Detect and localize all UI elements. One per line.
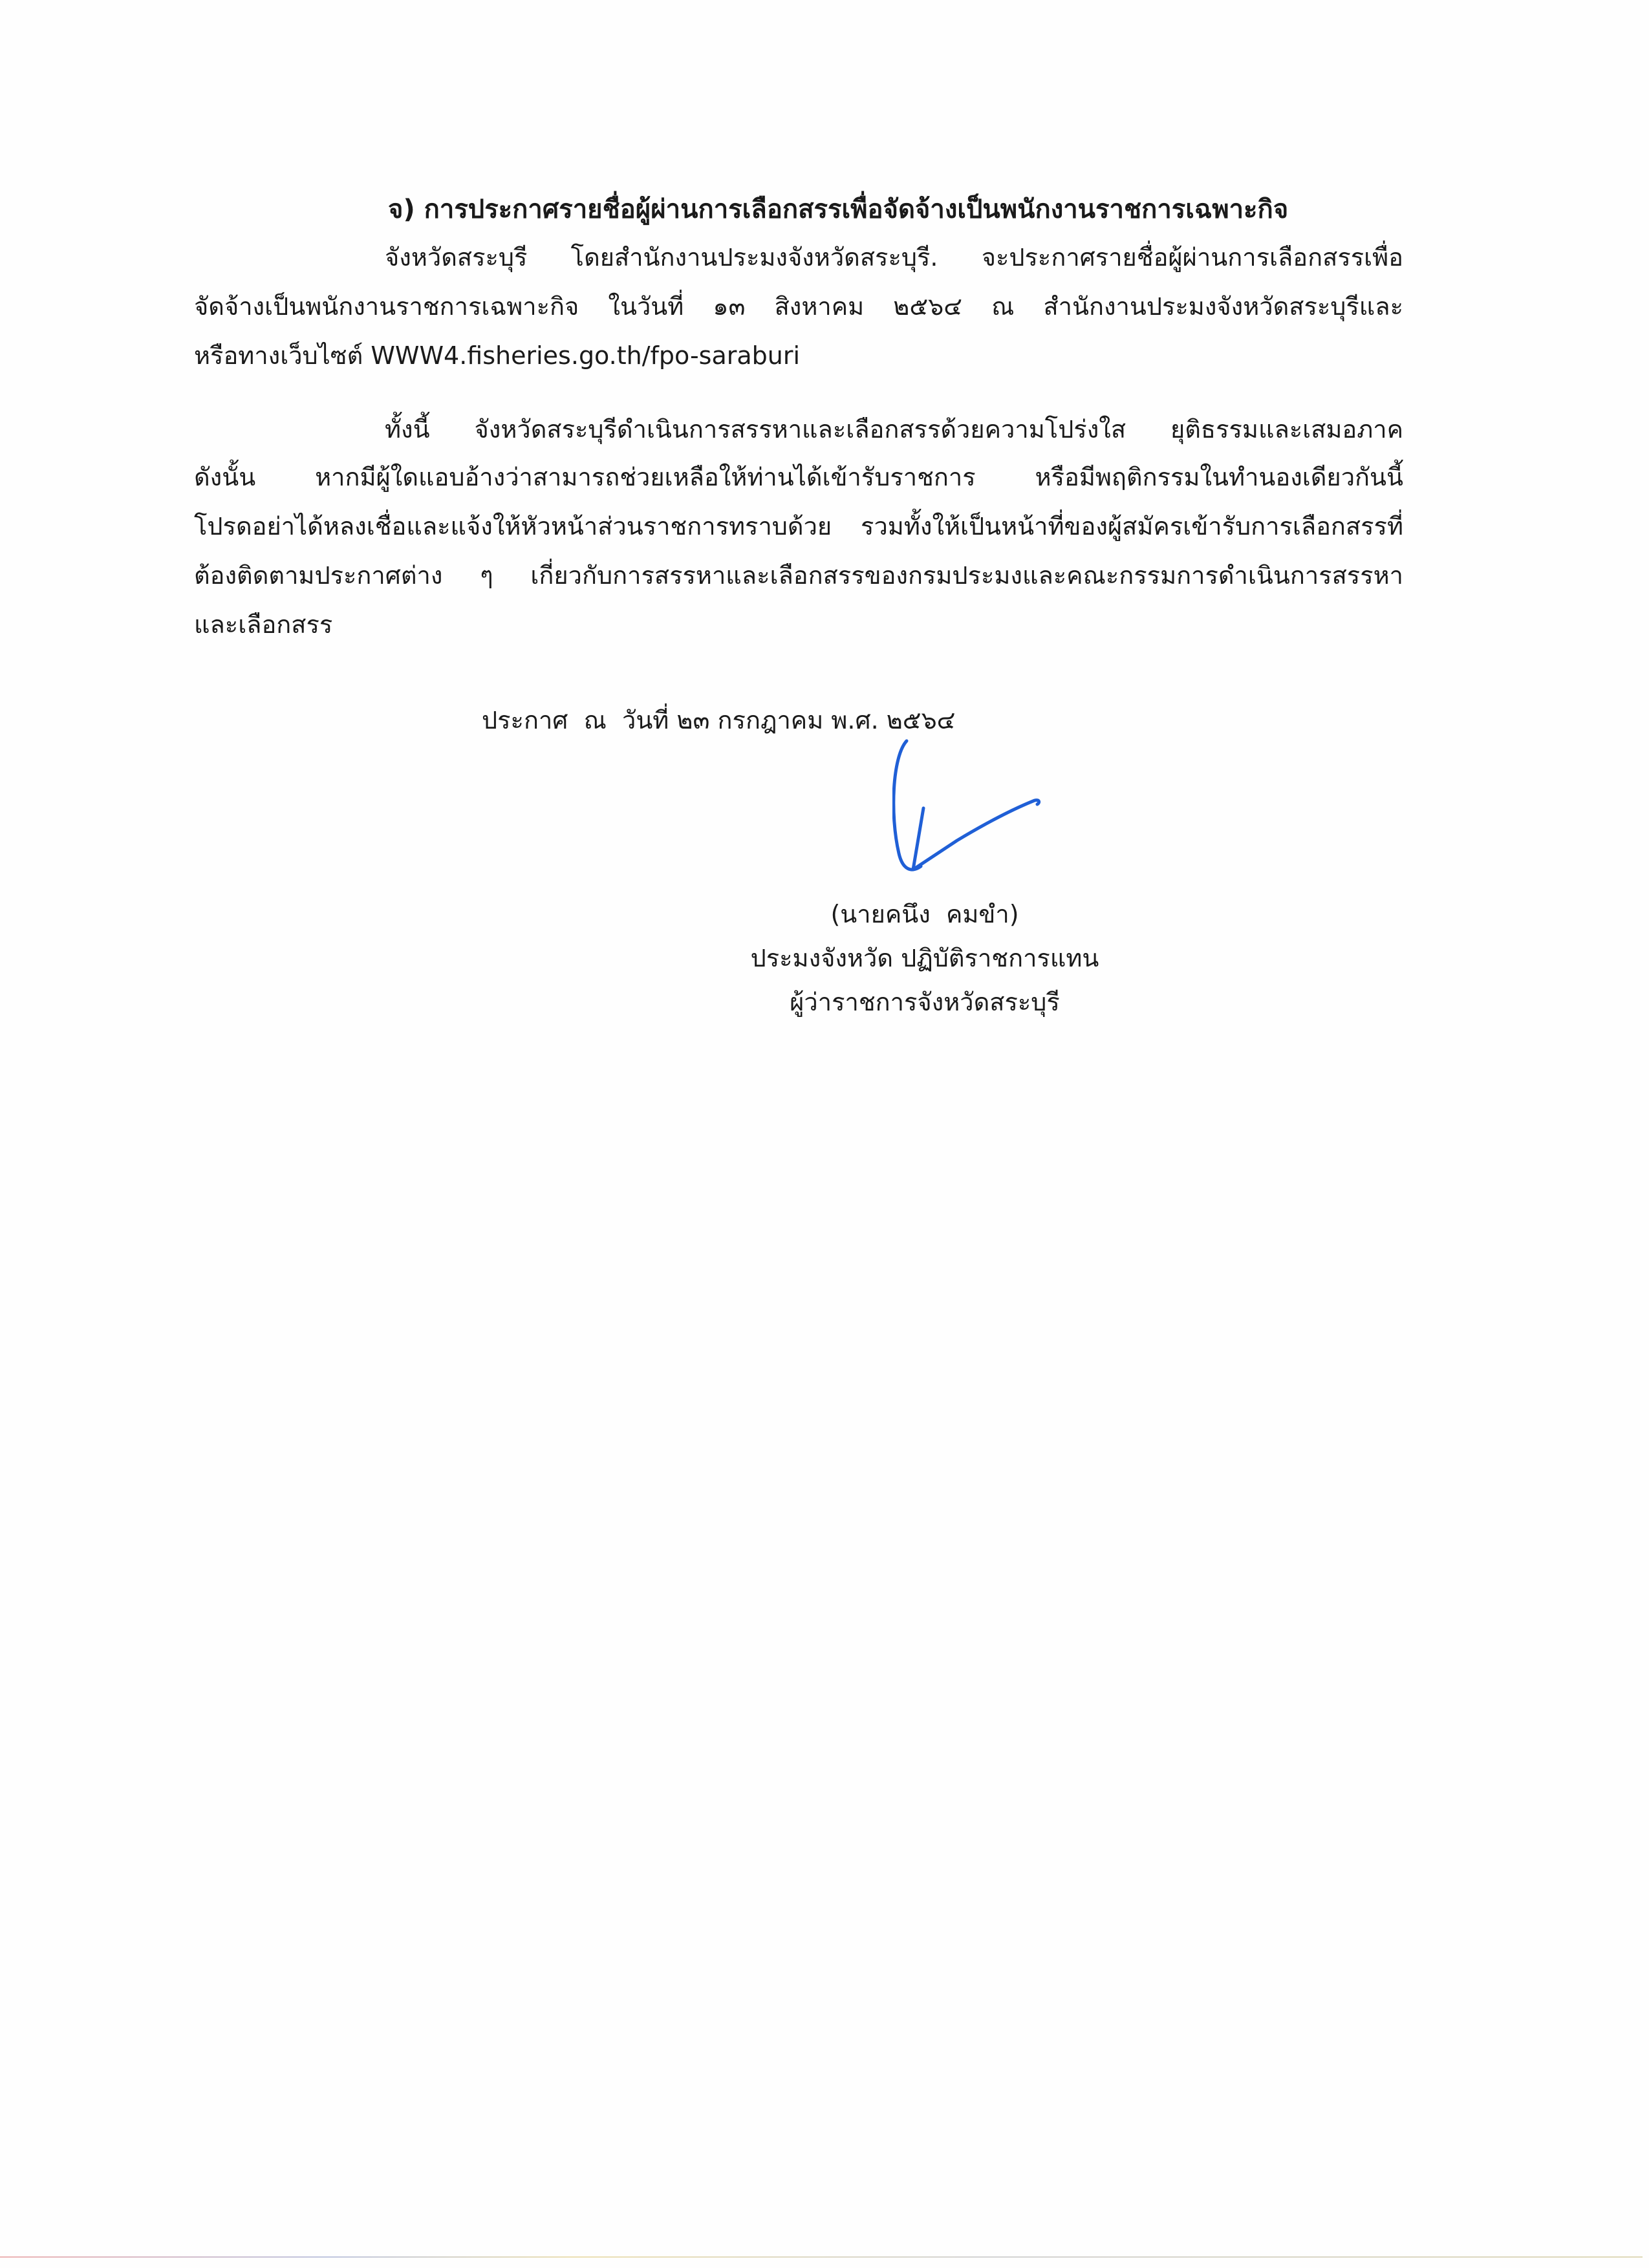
paragraph-1-line-2: จัดจ้างเป็นพนักงานราชการเฉพาะกิจ ในวันที่ ๑๓ สิงหาคม ๒๕๖๔ ณ สำนักงานประมงจังหวัดสระบุรีและ <box>194 292 1403 321</box>
handwritten-signature <box>892 737 1086 879</box>
scan-edge-line <box>0 2256 1643 2258</box>
paragraph-2-line-3: โปรดอย่าได้หลงเชื่อและแจ้งให้หัวหน้าส่วนราชการทราบด้วย รวมทั้งให้เป็นหน้าที่ของผู้สมัครเข้ารับการเลือกสรรที่ <box>194 512 1403 540</box>
signatory-position: ประมงจังหวัด ปฏิบัติราชการแทน <box>750 944 1099 972</box>
signatory-on-behalf-of: ผู้ว่าราชการจังหวัดสระบุรี <box>790 988 1060 1016</box>
paragraph-1-line-1: จังหวัดสระบุรี โดยสำนักงานประมงจังหวัดสระบุรี. จะประกาศรายชื่อผู้ผ่านการเลือกสรรเพื่อ <box>385 243 1403 272</box>
paragraph-2-line-2: ดังนั้น หากมีผู้ใดแอบอ้างว่าสามารถช่วยเหลือให้ท่านได้เข้ารับราชการ หรือมีพฤติกรรมในทำนองเดียวกันนี้ <box>194 463 1403 491</box>
announcement-date: ประกาศ ณ วันที่ ๒๓ กรกฎาคม พ.ศ. ๒๕๖๔ <box>482 706 956 734</box>
paragraph-2-line-5: และเลือกสรร <box>194 610 333 639</box>
paragraph-2-line-1: ทั้งนี้ จังหวัดสระบุรีดำเนินการสรรหาและเลือกสรรด้วยความโปร่งใส ยุติธรรมและเสมอภาค <box>385 415 1403 444</box>
paragraph-1-line-3: หรือทางเว็บไซต์ WWW4.fisheries.go.th/fpo-saraburi <box>194 341 801 370</box>
section-heading: จ) การประกาศรายชื่อผู้ผ่านการเลือกสรรเพื่อจัดจ้างเป็นพนักงานราชการเฉพาะกิจ <box>388 195 1289 224</box>
signature-block <box>698 892 1151 1024</box>
signatory-name: (นายคนึง คมขำ) <box>830 900 1019 928</box>
paragraph-2-line-4: ต้องติดตามประกาศต่าง ๆ เกี่ยวกับการสรรหาและเลือกสรรของกรมประมงและคณะกรรมการดำเนินการสรรหา <box>194 561 1403 590</box>
signature-stroke-check <box>913 800 1039 870</box>
